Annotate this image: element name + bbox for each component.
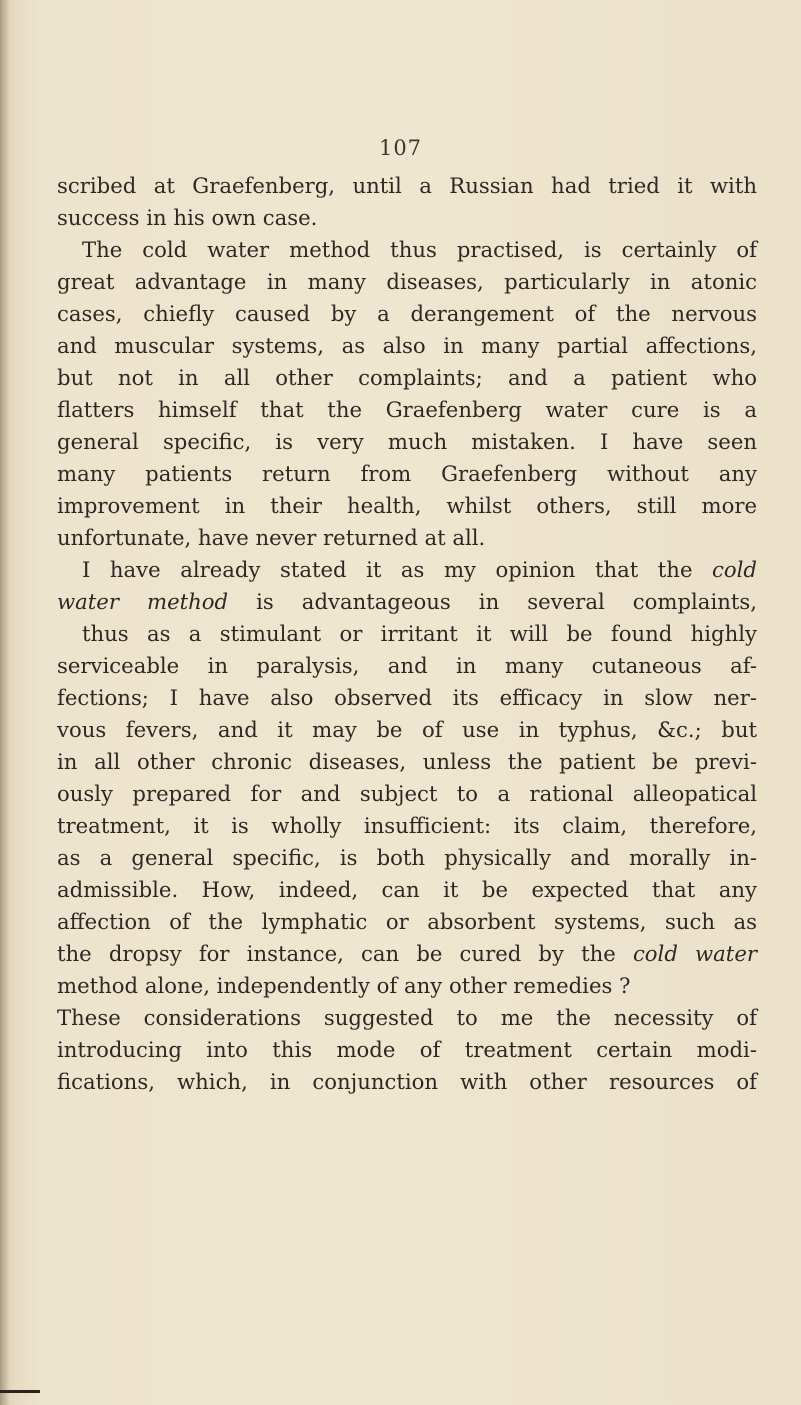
italic-run: cold bbox=[712, 557, 757, 582]
text-line: introducing into this mode of treatment certain modi- bbox=[57, 1037, 757, 1062]
text-line: serviceable in paralysis, and in many cutaneous af- bbox=[57, 653, 757, 678]
text-line: These considerations suggested to me the necessity of bbox=[57, 1005, 757, 1030]
italic-run: water method bbox=[57, 589, 229, 614]
text-line: thus as a stimulant or irritant it will be found highly bbox=[82, 621, 757, 646]
text-line: vous fevers, and it may be of use in typhus, &c.; but bbox=[57, 717, 757, 742]
text-line: general specific, is very much mistaken. I have seen bbox=[57, 429, 757, 454]
text-line: method alone, independently of any other remedies ? bbox=[57, 973, 631, 998]
text-run: I have already stated it as my opinion that the bbox=[82, 557, 713, 582]
text-line: cases, chiefly caused by a derangement of the nervous bbox=[57, 301, 757, 326]
text-line: success in his own case. bbox=[57, 205, 318, 230]
text-line: fections; I have also observed its efficacy in slow ner- bbox=[57, 685, 757, 710]
text-line: flatters himself that the Graefenberg water cure is a bbox=[57, 397, 757, 422]
text-line: admissible. How, indeed, can it be expected that any bbox=[57, 877, 757, 902]
text-line: as a general specific, is both physically and morally in- bbox=[57, 845, 757, 870]
text-line: in all other chronic diseases, unless the patient be previ- bbox=[57, 749, 757, 774]
text-line: many patients return from Graefenberg without any bbox=[57, 461, 757, 486]
text-line: fications, which, in conjunction with other resources of bbox=[57, 1069, 757, 1094]
body-text bbox=[57, 170, 757, 1098]
text-line: affection of the lymphatic or absorbent systems, such as bbox=[57, 909, 757, 934]
text-line: improvement in their health, whilst others, still more bbox=[57, 493, 757, 518]
italic-run: cold water bbox=[632, 941, 757, 966]
text-line: The cold water method thus practised, is certainly of bbox=[82, 237, 757, 262]
text-line bbox=[57, 554, 757, 586]
text-line bbox=[57, 938, 757, 970]
text-line: ously prepared for and subject to a rational alleopatical bbox=[57, 781, 757, 806]
page-number: 107 bbox=[378, 136, 423, 160]
text-line: unfortunate, have never returned at all. bbox=[57, 525, 486, 550]
edge-mark bbox=[0, 1390, 40, 1393]
text-line: and muscular systems, as also in many partial affections, bbox=[57, 333, 757, 358]
text-line bbox=[57, 586, 757, 618]
text-run: is advantageous in several complaints, bbox=[228, 589, 757, 614]
text-line: scribed at Graefenberg, until a Russian had tried it with bbox=[57, 173, 757, 198]
text-run: the dropsy for instance, can be cured by the bbox=[57, 941, 633, 966]
text-line: but not in all other complaints; and a patient who bbox=[57, 365, 757, 390]
binding-shadow bbox=[0, 0, 10, 1405]
text-line: treatment, it is wholly insufficient: its claim, therefore, bbox=[57, 813, 757, 838]
text-line: great advantage in many diseases, particularly in atonic bbox=[57, 269, 757, 294]
